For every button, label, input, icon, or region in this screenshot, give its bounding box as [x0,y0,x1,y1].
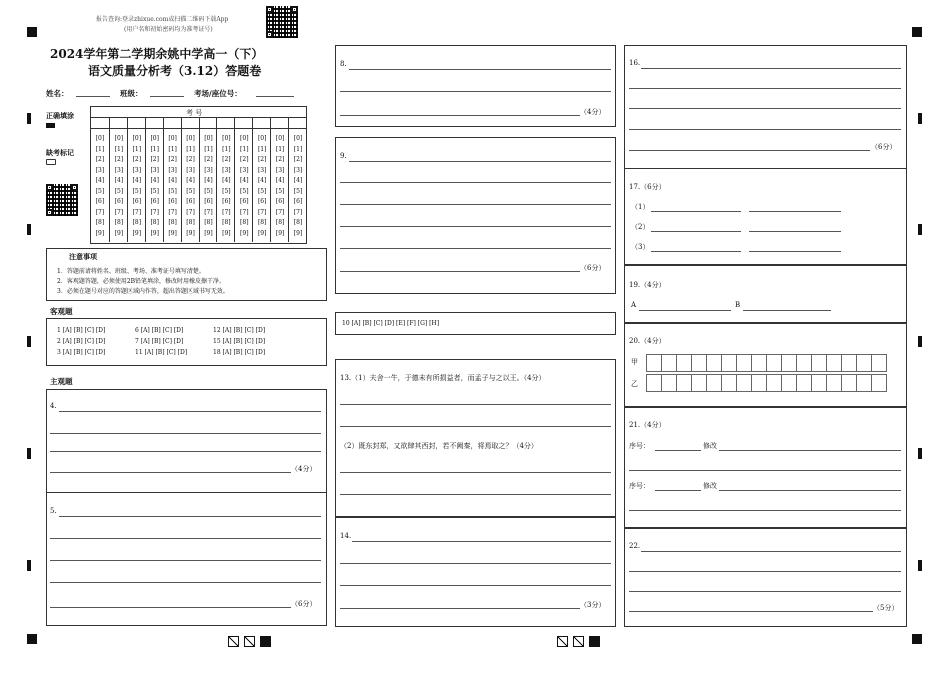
exam-number-bubble[interactable]: [4] [257,177,267,184]
student-qr-code-icon [46,184,78,216]
objective-cell[interactable]: 6 [A] [B] [C] [D] [135,327,184,334]
q8-score: （4分） [580,108,606,116]
exam-number-grid[interactable] [90,106,307,244]
timing-mark [918,560,922,571]
q21-seq-label: 序号： [629,482,650,490]
exam-number-bubble[interactable]: [5] [132,187,142,195]
note-item: 3．必须在题号对应的答题区域内作答，超出答题区域书写无效。 [57,288,229,295]
exam-number-bubble[interactable]: [7] [114,208,124,216]
exam-number-bubble[interactable]: [7] [95,208,105,216]
q21-title: 21.（4分） [629,421,666,429]
exam-number-bubble[interactable]: [6] [150,198,159,205]
character-cell[interactable] [721,354,737,372]
character-cell[interactable] [691,374,707,392]
exam-number-bubble[interactable]: [9] [186,229,195,237]
exam-number-bubble[interactable]: [2] [150,156,159,163]
q16-number: 16. [629,59,641,67]
exam-number-bubble[interactable]: [5] [222,187,231,195]
exam-number-bubble[interactable]: [4] [222,177,231,184]
timing-mark [918,448,922,459]
exam-number-bubble[interactable]: [7] [293,208,303,216]
character-cell[interactable] [676,354,692,372]
exam-number-bubble[interactable]: [1] [275,145,285,153]
exam-number-bubble[interactable]: [6] [168,198,177,205]
character-cell[interactable] [706,374,722,392]
exam-number-bubble[interactable]: [0] [257,135,267,142]
character-cell[interactable] [796,354,812,372]
exam-number-bubble[interactable]: [6] [95,198,105,205]
exam-number-bubble[interactable]: [5] [114,187,124,195]
exam-number-bubble[interactable]: [3] [150,166,159,174]
exam-number-bubble[interactable]: [1] [204,145,213,153]
character-cell[interactable] [766,374,782,392]
notes-box [46,248,327,301]
exam-number-bubble[interactable]: [2] [168,156,177,163]
exam-number-bubble[interactable]: [5] [150,187,159,195]
exam-number-column[interactable] [145,134,164,242]
exam-number-bubble[interactable]: [5] [95,187,105,195]
timing-mark [27,113,31,124]
exam-number-bubble[interactable]: [6] [204,198,213,205]
exam-number-bubble[interactable]: [0] [132,135,142,142]
character-cell[interactable] [646,374,662,392]
exam-number-bubble[interactable]: [7] [222,208,231,216]
q14-answer-box[interactable] [335,517,616,627]
q21-seq-label: 序号： [629,442,650,450]
page-marker [589,636,600,647]
q8-number: 8. [340,60,347,68]
exam-number-column[interactable] [288,134,307,242]
objective-answer-box[interactable] [46,318,327,366]
q13-part2-prompt: （2）既东封郑，又欲肆其西封，若不阙秦，将焉取之？（4分） [340,442,538,450]
exam-number-bubble[interactable]: [4] [240,177,249,184]
corner-mark-bl [27,634,37,644]
exam-number-column[interactable] [91,134,109,242]
exam-number-column[interactable] [199,134,218,242]
character-cell[interactable] [736,374,752,392]
exam-number-bubble[interactable]: [8] [150,219,159,226]
exam-number-bubble[interactable]: [3] [222,166,231,174]
timing-mark [918,224,922,235]
class-label: 班级： [120,89,143,98]
exam-number-bubble[interactable]: [2] [132,156,142,163]
timing-mark [27,336,31,347]
exam-number-bubble[interactable]: [6] [186,198,195,205]
timing-mark [27,224,31,235]
exam-number-bubble[interactable]: [4] [95,177,105,184]
character-cell[interactable] [781,374,797,392]
q20-yi-label: 乙 [631,380,638,388]
corner-mark-tr [912,27,922,37]
character-cell[interactable] [841,374,857,392]
q16-score: （6分） [871,143,897,151]
q9-score: （6分） [580,264,606,272]
objective-cell[interactable]: 18 [A] [B] [C] [D] [213,349,266,356]
exam-number-bubble[interactable]: [7] [132,208,142,216]
q21-fix-label: 修改 [703,442,717,450]
exam-number-bubble[interactable]: [0] [114,135,124,142]
exam-number-bubble[interactable]: [7] [257,208,267,216]
objective-cell[interactable]: 12 [A] [B] [C] [D] [213,327,266,334]
exam-number-bubble[interactable]: [4] [150,177,159,184]
exam-number-bubble[interactable]: [4] [275,177,285,184]
exam-number-bubble[interactable]: [5] [204,187,213,195]
exam-number-bubble[interactable]: [8] [275,219,285,226]
exam-number-column[interactable] [234,134,253,242]
exam-number-bubble[interactable]: [9] [204,229,213,237]
exam-number-bubble[interactable]: [9] [95,229,105,237]
exam-number-title: 考 号 [186,109,203,117]
character-cell[interactable] [661,354,677,372]
exam-number-bubble[interactable]: [7] [186,208,195,216]
exam-number-column[interactable] [127,134,146,242]
name-field[interactable] [76,96,110,97]
exam-number-bubble[interactable]: [9] [114,229,124,237]
exam-number-bubble[interactable]: [3] [114,166,124,174]
exam-number-bubble[interactable]: [1] [240,145,249,153]
exam-number-bubble[interactable]: [1] [114,145,124,153]
exam-number-bubble[interactable]: [4] [204,177,213,184]
q10-options[interactable]: 10 [A] [B] [C] [D] [E] [F] [G] [H] [342,320,440,327]
q13-answer-box[interactable] [335,359,616,517]
exam-number-bubble[interactable]: [8] [204,219,213,226]
exam-number-bubble[interactable]: [1] [95,145,105,153]
q5-answer-box[interactable] [46,492,327,626]
exam-number-bubble[interactable]: [9] [257,229,267,237]
objective-cell[interactable]: 7 [A] [B] [C] [D] [135,338,184,345]
exam-number-bubble[interactable]: [4] [132,177,142,184]
character-cell[interactable] [796,374,812,392]
notes-title: 注意事项 [69,252,97,261]
page-marker [260,636,271,647]
page-marker [573,636,584,647]
q20-character-grid[interactable] [646,354,886,392]
exam-number-bubble[interactable]: [2] [275,156,285,163]
exam-number-column[interactable] [216,134,235,242]
seat-label: 考场/座位号： [194,89,242,98]
q20-answer-box[interactable] [624,323,907,407]
exam-number-bubble[interactable]: [1] [257,145,267,153]
q8-answer-box[interactable] [335,45,616,127]
character-cell[interactable] [751,354,767,372]
exam-number-bubble[interactable]: [2] [95,156,105,163]
exam-number-bubble[interactable]: [6] [257,198,267,205]
exam-number-bubble[interactable]: [6] [114,198,124,205]
exam-number-bubble[interactable]: [2] [257,156,267,163]
character-cell[interactable] [766,354,782,372]
exam-number-bubbles[interactable] [91,134,306,242]
character-cell[interactable] [826,374,842,392]
timing-mark [27,560,31,571]
exam-number-bubble[interactable]: [5] [257,187,267,195]
q19-a-label: A [631,301,637,309]
exam-number-bubble[interactable]: [2] [204,156,213,163]
corner-mark-br [912,634,922,644]
character-cell[interactable] [841,354,857,372]
page-subtitle: 语文质量分析考（3.12）答题卷 [88,64,262,78]
exam-number-bubble[interactable]: [8] [114,219,124,226]
q9-number: 9. [340,152,347,160]
objective-section-title: 客观题 [50,307,73,316]
character-cell[interactable] [811,374,827,392]
exam-number-bubble[interactable]: [3] [95,166,105,174]
q9-answer-box[interactable] [335,137,616,294]
exam-number-bubble[interactable]: [7] [204,208,213,216]
exam-number-bubble[interactable]: [6] [132,198,142,205]
exam-number-column[interactable] [109,134,128,242]
exam-number-bubble[interactable]: [5] [168,187,177,195]
timing-mark [918,113,922,124]
exam-number-column[interactable] [252,134,271,242]
character-cell[interactable] [751,374,767,392]
exam-number-bubble[interactable]: [2] [240,156,249,163]
character-cell[interactable] [646,354,662,372]
exam-number-bubble[interactable]: [8] [293,219,303,226]
q17-answer-box[interactable] [624,168,907,265]
exam-number-bubble[interactable]: [3] [132,166,142,174]
exam-number-bubble[interactable]: [7] [240,208,249,216]
character-cell[interactable] [826,354,842,372]
exam-number-bubble[interactable]: [0] [186,135,195,142]
page-title: 2024学年第二学期余姚中学高一（下） [50,47,264,61]
page-marker [228,636,239,647]
exam-number-bubble[interactable]: [4] [114,177,124,184]
q17-item: （2） [631,223,650,231]
q4-number: 4. [50,402,57,410]
exam-number-bubble[interactable]: [2] [293,156,303,163]
corner-mark-tl [27,27,37,37]
exam-number-bubble[interactable]: [6] [293,198,303,205]
exam-number-bubble[interactable]: [0] [95,135,105,142]
seat-field[interactable] [256,96,294,97]
q22-score: （5分） [873,604,899,612]
q14-score: （3分） [580,601,606,609]
exam-number-bubble[interactable]: [8] [132,219,142,226]
exam-number-bubble[interactable]: [3] [293,166,303,174]
exam-number-bubble[interactable]: [1] [293,145,303,153]
exam-number-bubble[interactable]: [9] [293,229,303,237]
exam-number-bubble[interactable]: [9] [168,229,177,237]
exam-number-bubble[interactable]: [1] [150,145,159,153]
character-cell[interactable] [691,354,707,372]
character-cell[interactable] [871,354,887,372]
character-cell[interactable] [856,354,872,372]
q19-answer-box[interactable] [624,265,907,323]
character-cell[interactable] [721,374,737,392]
exam-number-bubble[interactable]: [9] [132,229,142,237]
report-query-text: 报告查询:登录zhixue.com或扫描二维码下载App [96,16,229,23]
exam-number-bubble[interactable]: [7] [168,208,177,216]
exam-number-bubble[interactable]: [3] [275,166,285,174]
exam-number-bubble[interactable]: [8] [95,219,105,226]
character-cell[interactable] [871,374,887,392]
q16-answer-box[interactable] [624,45,907,169]
exam-number-bubble[interactable]: [5] [293,187,303,195]
q5-number: 5. [50,507,57,515]
absent-label: 缺考标记 [46,148,74,157]
q17-item: （1） [631,203,650,211]
exam-number-bubble[interactable]: [9] [240,229,249,237]
character-cell[interactable] [781,354,797,372]
q20-title: 20.（4分） [629,337,666,345]
exam-number-bubble[interactable]: [2] [114,156,124,163]
exam-number-bubble[interactable]: [0] [168,135,177,142]
character-cell[interactable] [661,374,677,392]
exam-number-bubble[interactable]: [0] [240,135,249,142]
exam-number-bubble[interactable]: [0] [275,135,285,142]
exam-number-column[interactable] [181,134,200,242]
class-field[interactable] [150,96,184,97]
exam-number-bubble[interactable]: [1] [222,145,231,153]
character-cell[interactable] [706,354,722,372]
exam-number-bubble[interactable]: [5] [275,187,285,195]
q13-part1-prompt: 13.（1）夫舍一牛，于德未有所损益者，而孟子与之以王。（4分） [340,374,546,382]
objective-cell[interactable]: 3 [A] [B] [C] [D] [57,349,106,356]
exam-number-bubble[interactable]: [3] [240,166,249,174]
exam-number-bubble[interactable]: [0] [293,135,303,142]
subjective-section-title: 主观题 [50,377,73,386]
page-marker [557,636,568,647]
exam-number-bubble[interactable]: [0] [150,135,159,142]
exam-number-bubble[interactable]: [8] [240,219,249,226]
exam-number-bubble[interactable]: [8] [168,219,177,226]
character-cell[interactable] [676,374,692,392]
q4-answer-box[interactable] [46,389,327,493]
q20-jia-label: 甲 [631,358,638,366]
exam-number-bubble[interactable]: [2] [186,156,195,163]
q14-number: 14. [340,532,352,540]
exam-number-bubble[interactable]: [1] [132,145,142,153]
absent-checkbox[interactable] [46,159,56,165]
exam-number-bubble[interactable]: [1] [168,145,177,153]
exam-number-bubble[interactable]: [6] [240,198,249,205]
q4-score: （4分） [291,465,317,473]
note-item: 2．客观题答题，必须使用2B铅笔填涂，修改时用橡皮擦干净。 [57,278,226,285]
objective-cell[interactable]: 11 [A] [B] [C] [D] [135,349,188,356]
exam-number-bubble[interactable]: [6] [275,198,285,205]
exam-number-bubble[interactable]: [8] [186,219,195,226]
character-cell[interactable] [811,354,827,372]
character-cell[interactable] [856,374,872,392]
objective-cell[interactable]: 15 [A] [B] [C] [D] [213,338,266,345]
exam-number-column[interactable] [270,134,289,242]
exam-number-bubble[interactable]: [3] [204,166,213,174]
exam-number-bubble[interactable]: [7] [275,208,285,216]
exam-number-bubble[interactable]: [3] [257,166,267,174]
exam-number-bubble[interactable]: [8] [222,219,231,226]
exam-number-bubble[interactable]: [3] [168,166,177,174]
character-cell[interactable] [736,354,752,372]
q22-number: 22. [629,542,641,550]
q21-answer-box[interactable] [624,407,907,528]
q17-item: （3） [631,243,650,251]
note-item: 1．答题前请将姓名、班级、考场、准考证号填写清楚。 [57,268,205,275]
exam-number-bubble[interactable]: [3] [186,166,195,174]
exam-number-bubble[interactable]: [4] [186,177,195,184]
q19-b-label: B [735,301,741,309]
exam-number-bubble[interactable]: [2] [222,156,231,163]
q10-answer-box[interactable] [335,312,616,335]
exam-number-bubble[interactable]: [9] [275,229,285,237]
q5-score: （6分） [291,600,317,608]
timing-mark [918,336,922,347]
exam-number-column[interactable] [163,134,182,242]
exam-number-bubble[interactable]: [7] [150,208,159,216]
correct-fill-sample [46,123,55,128]
exam-number-bubble[interactable]: [8] [257,219,267,226]
exam-number-bubble[interactable]: [6] [222,198,231,205]
exam-number-bubble[interactable]: [0] [222,135,231,142]
exam-number-bubble[interactable]: [5] [186,187,195,195]
exam-number-bubble[interactable]: [1] [186,145,195,153]
page-marker [244,636,255,647]
exam-number-bubble[interactable]: [5] [240,187,249,195]
exam-number-bubble[interactable]: [4] [293,177,303,184]
objective-cell[interactable]: 1 [A] [B] [C] [D] [57,327,106,334]
q22-answer-box[interactable] [624,528,907,627]
report-query-note: (用户名和初始密码均为准考证号) [124,26,213,33]
q17-title: 17.（6分） [629,183,666,191]
timing-mark [27,448,31,459]
correct-fill-label: 正确填涂 [46,111,74,120]
objective-cell[interactable]: 2 [A] [B] [C] [D] [57,338,106,345]
exam-number-bubble[interactable]: [0] [204,135,213,142]
q19-title: 19.（4分） [629,281,666,289]
q21-fix-label: 修改 [703,482,717,490]
qr-code-icon [266,6,298,38]
name-label: 姓名： [46,89,69,98]
exam-number-bubble[interactable]: [4] [168,177,177,184]
exam-number-bubble[interactable]: [9] [150,229,159,237]
exam-number-bubble[interactable]: [9] [222,229,231,237]
